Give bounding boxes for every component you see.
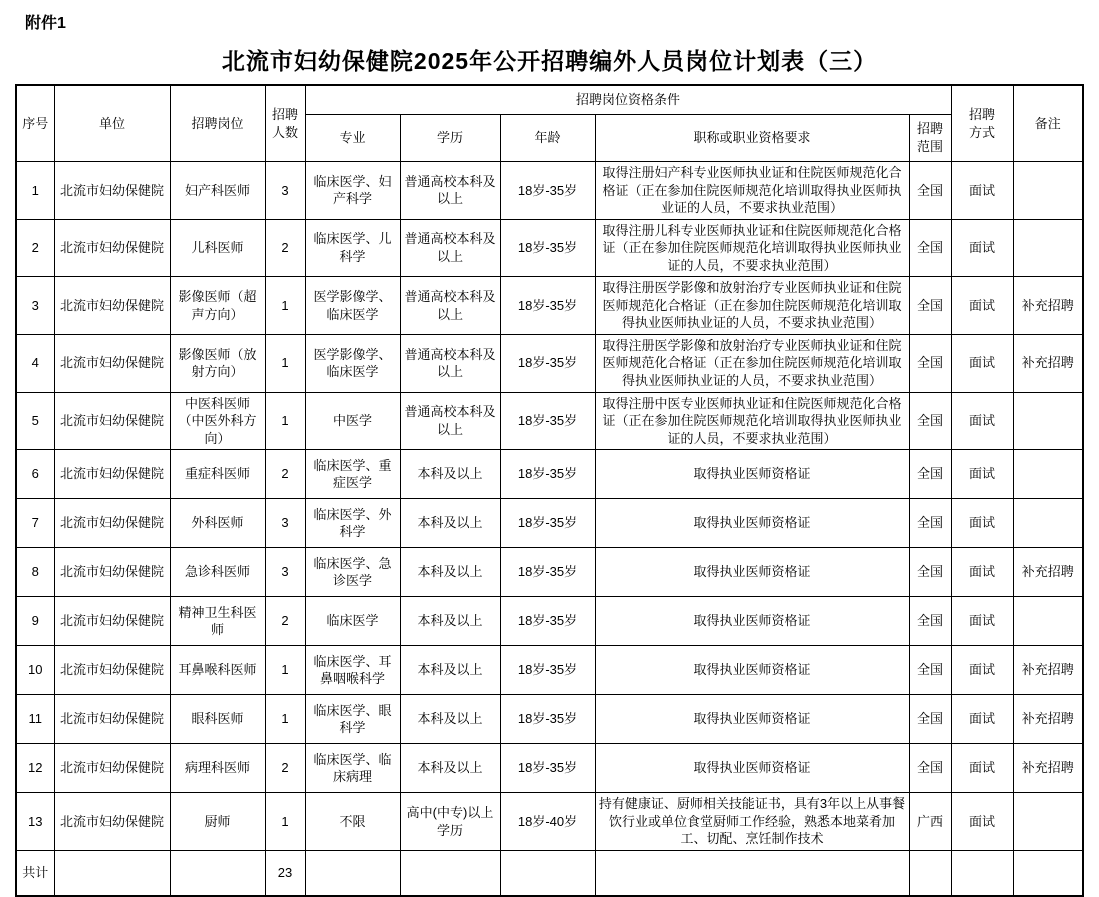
cell-remark bbox=[1013, 162, 1083, 220]
cell-age: 18岁-35岁 bbox=[500, 548, 595, 597]
cell-unit: 北流市妇幼保健院 bbox=[54, 219, 170, 277]
cell-unit: 北流市妇幼保健院 bbox=[54, 277, 170, 335]
cell-remark bbox=[1013, 597, 1083, 646]
cell-major: 医学影像学、临床医学 bbox=[305, 277, 400, 335]
cell-education: 本科及以上 bbox=[400, 499, 500, 548]
cell-count: 2 bbox=[265, 450, 305, 499]
cell-major: 临床医学、儿科学 bbox=[305, 219, 400, 277]
cell-major: 临床医学、临床病理 bbox=[305, 744, 400, 793]
cell-unit: 北流市妇幼保健院 bbox=[54, 162, 170, 220]
cell-position: 病理科医师 bbox=[170, 744, 265, 793]
col-header-age: 年龄 bbox=[500, 115, 595, 162]
cell-unit: 北流市妇幼保健院 bbox=[54, 334, 170, 392]
cell-education: 高中(中专)以上学历 bbox=[400, 793, 500, 851]
recruitment-table bbox=[15, 84, 1084, 897]
cell-count: 2 bbox=[265, 597, 305, 646]
col-header-scope bbox=[909, 115, 951, 162]
cell-count: 3 bbox=[265, 162, 305, 220]
cell-education: 普通高校本科及以上 bbox=[400, 392, 500, 450]
cell-no: 3 bbox=[16, 277, 54, 335]
cell-count: 2 bbox=[265, 744, 305, 793]
cell-count: 3 bbox=[265, 548, 305, 597]
cell-position: 影像医师（超声方向） bbox=[170, 277, 265, 335]
cell-scope bbox=[909, 850, 951, 896]
cell-no: 1 bbox=[16, 162, 54, 220]
cell-unit: 北流市妇幼保健院 bbox=[54, 793, 170, 851]
cell-position: 影像医师（放射方向） bbox=[170, 334, 265, 392]
cell-scope: 全国 bbox=[909, 334, 951, 392]
cell-major: 临床医学、耳鼻咽喉科学 bbox=[305, 646, 400, 695]
cell-age: 18岁-35岁 bbox=[500, 334, 595, 392]
page-title: 北流市妇幼保健院2025年公开招聘编外人员岗位计划表（三） bbox=[221, 48, 878, 74]
cell-method: 面试 bbox=[951, 793, 1013, 851]
cell-no: 4 bbox=[16, 334, 54, 392]
cell-major: 不限 bbox=[305, 793, 400, 851]
cell-age: 18岁-35岁 bbox=[500, 499, 595, 548]
cell-method: 面试 bbox=[951, 334, 1013, 392]
cell-no: 6 bbox=[16, 450, 54, 499]
cell-no: 13 bbox=[16, 793, 54, 851]
cell-unit: 北流市妇幼保健院 bbox=[54, 695, 170, 744]
cell-method: 面试 bbox=[951, 597, 1013, 646]
cell-position: 外科医师 bbox=[170, 499, 265, 548]
cell-remark: 补充招聘 bbox=[1013, 695, 1083, 744]
cell-requirement: 取得注册医学影像和放射治疗专业医师执业证和住院医师规范化合格证（正在参加住院医师规范化培训取得执业医师执业证的人员，不要求执业范围） bbox=[595, 277, 909, 335]
table-row bbox=[16, 793, 1083, 851]
table-row bbox=[16, 548, 1083, 597]
cell-remark bbox=[1013, 219, 1083, 277]
col-header-count bbox=[265, 85, 305, 162]
table-row bbox=[16, 744, 1083, 793]
cell-requirement bbox=[595, 850, 909, 896]
cell-age: 18岁-35岁 bbox=[500, 744, 595, 793]
cell-scope: 全国 bbox=[909, 499, 951, 548]
col-header-education: 学历 bbox=[400, 115, 500, 162]
cell-no: 7 bbox=[16, 499, 54, 548]
cell-method: 面试 bbox=[951, 277, 1013, 335]
cell-unit: 北流市妇幼保健院 bbox=[54, 548, 170, 597]
cell-method: 面试 bbox=[951, 646, 1013, 695]
cell-requirement: 取得执业医师资格证 bbox=[595, 695, 909, 744]
cell-scope: 全国 bbox=[909, 450, 951, 499]
table-row bbox=[16, 162, 1083, 220]
cell-major bbox=[305, 850, 400, 896]
cell-position: 厨师 bbox=[170, 793, 265, 851]
cell-method: 面试 bbox=[951, 744, 1013, 793]
cell-age: 18岁-35岁 bbox=[500, 646, 595, 695]
cell-major: 临床医学、重症医学 bbox=[305, 450, 400, 499]
cell-major: 临床医学、眼科学 bbox=[305, 695, 400, 744]
cell-scope: 全国 bbox=[909, 548, 951, 597]
cell-no: 9 bbox=[16, 597, 54, 646]
cell-no: 11 bbox=[16, 695, 54, 744]
cell-remark: 补充招聘 bbox=[1013, 744, 1083, 793]
cell-no: 2 bbox=[16, 219, 54, 277]
cell-education: 普通高校本科及以上 bbox=[400, 277, 500, 335]
cell-position: 重症科医师 bbox=[170, 450, 265, 499]
cell-major: 临床医学、外科学 bbox=[305, 499, 400, 548]
col-header-position: 招聘岗位 bbox=[170, 85, 265, 162]
table-row bbox=[16, 392, 1083, 450]
cell-count: 3 bbox=[265, 499, 305, 548]
cell-position: 急诊科医师 bbox=[170, 548, 265, 597]
cell-remark bbox=[1013, 450, 1083, 499]
header-row-1 bbox=[16, 85, 1083, 115]
cell-no: 5 bbox=[16, 392, 54, 450]
attachment-label: 附件1 bbox=[25, 15, 66, 32]
cell-major: 临床医学 bbox=[305, 597, 400, 646]
cell-requirement: 取得注册中医专业医师执业证和住院医师规范化合格证（正在参加住院医师规范化培训取得执业医师执业证的人员，不要求执业范围） bbox=[595, 392, 909, 450]
cell-education: 本科及以上 bbox=[400, 548, 500, 597]
cell-remark: 补充招聘 bbox=[1013, 646, 1083, 695]
col-header-remark: 备注 bbox=[1013, 85, 1083, 162]
cell-count: 1 bbox=[265, 793, 305, 851]
cell-no: 8 bbox=[16, 548, 54, 597]
cell-requirement: 取得执业医师资格证 bbox=[595, 646, 909, 695]
cell-position: 儿科医师 bbox=[170, 219, 265, 277]
cell-education: 普通高校本科及以上 bbox=[400, 162, 500, 220]
cell-age: 18岁-35岁 bbox=[500, 277, 595, 335]
cell-remark bbox=[1013, 499, 1083, 548]
cell-major: 临床医学、妇产科学 bbox=[305, 162, 400, 220]
cell-requirement: 持有健康证、厨师相关技能证书，具有3年以上从事餐饮行业或单位食堂厨师工作经验，熟悉本地菜肴加工、切配、烹饪制作技术 bbox=[595, 793, 909, 851]
cell-unit: 北流市妇幼保健院 bbox=[54, 744, 170, 793]
cell-education: 本科及以上 bbox=[400, 597, 500, 646]
cell-remark: 补充招聘 bbox=[1013, 277, 1083, 335]
col-header-no: 序号 bbox=[16, 85, 54, 162]
cell-count: 2 bbox=[265, 219, 305, 277]
cell-age: 18岁-35岁 bbox=[500, 695, 595, 744]
cell-position bbox=[170, 850, 265, 896]
col-header-method-label: 招聘方式 bbox=[968, 106, 995, 140]
cell-unit: 北流市妇幼保健院 bbox=[54, 646, 170, 695]
table-row bbox=[16, 597, 1083, 646]
cell-requirement: 取得执业医师资格证 bbox=[595, 548, 909, 597]
cell-age: 18岁-40岁 bbox=[500, 793, 595, 851]
table-row bbox=[16, 277, 1083, 335]
cell-unit: 北流市妇幼保健院 bbox=[54, 392, 170, 450]
cell-scope: 全国 bbox=[909, 392, 951, 450]
col-header-count-label: 招聘人数 bbox=[271, 106, 298, 140]
cell-count: 1 bbox=[265, 695, 305, 744]
cell-education: 本科及以上 bbox=[400, 450, 500, 499]
cell-method: 面试 bbox=[951, 219, 1013, 277]
cell-count: 1 bbox=[265, 646, 305, 695]
cell-remark bbox=[1013, 392, 1083, 450]
cell-scope: 全国 bbox=[909, 646, 951, 695]
cell-age: 18岁-35岁 bbox=[500, 450, 595, 499]
col-header-scope-label: 招聘范围 bbox=[916, 121, 943, 154]
cell-no: 共计 bbox=[16, 850, 54, 896]
col-header-major: 专业 bbox=[305, 115, 400, 162]
cell-unit: 北流市妇幼保健院 bbox=[54, 597, 170, 646]
cell-age: 18岁-35岁 bbox=[500, 392, 595, 450]
col-header-qualification-group: 招聘岗位资格条件 bbox=[305, 85, 951, 115]
cell-scope: 全国 bbox=[909, 162, 951, 220]
cell-count: 1 bbox=[265, 277, 305, 335]
cell-age bbox=[500, 850, 595, 896]
cell-method: 面试 bbox=[951, 499, 1013, 548]
cell-position: 精神卫生科医师 bbox=[170, 597, 265, 646]
cell-position: 耳鼻喉科医师 bbox=[170, 646, 265, 695]
cell-count: 1 bbox=[265, 334, 305, 392]
cell-scope: 全国 bbox=[909, 744, 951, 793]
cell-method: 面试 bbox=[951, 450, 1013, 499]
cell-major: 医学影像学、临床医学 bbox=[305, 334, 400, 392]
total-row bbox=[16, 850, 1083, 896]
cell-position: 妇产科医师 bbox=[170, 162, 265, 220]
table-row bbox=[16, 646, 1083, 695]
cell-method: 面试 bbox=[951, 548, 1013, 597]
cell-remark bbox=[1013, 850, 1083, 896]
table-row bbox=[16, 695, 1083, 744]
cell-scope: 全国 bbox=[909, 695, 951, 744]
cell-no: 12 bbox=[16, 744, 54, 793]
cell-education: 普通高校本科及以上 bbox=[400, 334, 500, 392]
table-row bbox=[16, 499, 1083, 548]
cell-age: 18岁-35岁 bbox=[500, 219, 595, 277]
cell-unit: 北流市妇幼保健院 bbox=[54, 499, 170, 548]
cell-remark: 补充招聘 bbox=[1013, 334, 1083, 392]
cell-method: 面试 bbox=[951, 162, 1013, 220]
col-header-requirement: 职称或职业资格要求 bbox=[595, 115, 909, 162]
cell-education: 本科及以上 bbox=[400, 646, 500, 695]
cell-major: 临床医学、急诊医学 bbox=[305, 548, 400, 597]
table-row bbox=[16, 334, 1083, 392]
col-header-method bbox=[951, 85, 1013, 162]
table-row bbox=[16, 450, 1083, 499]
cell-requirement: 取得执业医师资格证 bbox=[595, 744, 909, 793]
cell-no: 10 bbox=[16, 646, 54, 695]
cell-count: 1 bbox=[265, 392, 305, 450]
cell-age: 18岁-35岁 bbox=[500, 597, 595, 646]
cell-requirement: 取得注册医学影像和放射治疗专业医师执业证和住院医师规范化合格证（正在参加住院医师规范化培训取得执业医师执业证的人员，不要求执业范围） bbox=[595, 334, 909, 392]
col-header-unit: 单位 bbox=[54, 85, 170, 162]
cell-unit: 北流市妇幼保健院 bbox=[54, 450, 170, 499]
cell-requirement: 取得执业医师资格证 bbox=[595, 450, 909, 499]
cell-method: 面试 bbox=[951, 392, 1013, 450]
cell-age: 18岁-35岁 bbox=[500, 162, 595, 220]
cell-education bbox=[400, 850, 500, 896]
cell-requirement: 取得执业医师资格证 bbox=[595, 499, 909, 548]
cell-education: 普通高校本科及以上 bbox=[400, 219, 500, 277]
cell-remark: 补充招聘 bbox=[1013, 548, 1083, 597]
cell-major: 中医学 bbox=[305, 392, 400, 450]
cell-requirement: 取得注册儿科专业医师执业证和住院医师规范化合格证（正在参加住院医师规范化培训取得执业医师执业证的人员，不要求执业范围） bbox=[595, 219, 909, 277]
cell-position: 中医科医师（中医外科方向） bbox=[170, 392, 265, 450]
cell-remark bbox=[1013, 793, 1083, 851]
cell-unit bbox=[54, 850, 170, 896]
table-row bbox=[16, 219, 1083, 277]
cell-count: 23 bbox=[265, 850, 305, 896]
cell-scope: 全国 bbox=[909, 219, 951, 277]
cell-education: 本科及以上 bbox=[400, 695, 500, 744]
cell-requirement: 取得注册妇产科专业医师执业证和住院医师规范化合格证（正在参加住院医师规范化培训取得执业医师执业证的人员，不要求执业范围） bbox=[595, 162, 909, 220]
cell-scope: 广西 bbox=[909, 793, 951, 851]
cell-position: 眼科医师 bbox=[170, 695, 265, 744]
cell-method bbox=[951, 850, 1013, 896]
cell-scope: 全国 bbox=[909, 277, 951, 335]
cell-method: 面试 bbox=[951, 695, 1013, 744]
cell-scope: 全国 bbox=[909, 597, 951, 646]
cell-education: 本科及以上 bbox=[400, 744, 500, 793]
cell-requirement: 取得执业医师资格证 bbox=[595, 597, 909, 646]
